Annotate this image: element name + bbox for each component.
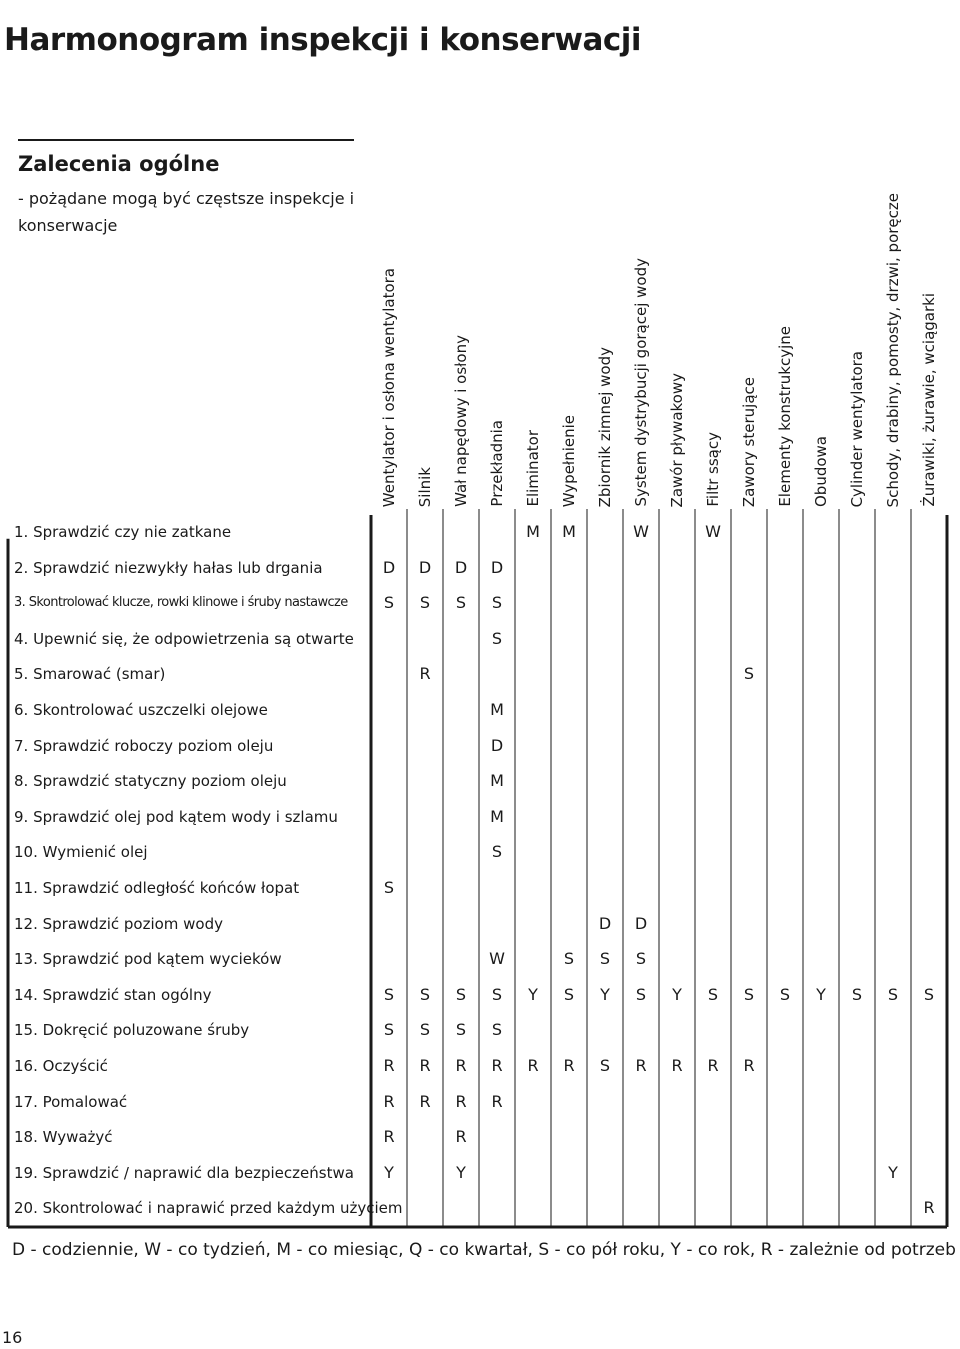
column-header: Wypełnienie: [560, 414, 578, 507]
task-label: 10. Wymienić olej: [14, 843, 148, 862]
column-header: Zawór pływakowy: [668, 372, 686, 507]
frequency-mark: S: [419, 593, 431, 613]
frequency-mark: S: [743, 664, 755, 684]
task-label: 15. Dokręcić poluzowane śruby: [14, 1021, 250, 1040]
frequency-mark: R: [455, 1091, 467, 1111]
task-label: 6. Skontrolować uszczelki olejowe: [14, 701, 268, 719]
column-header: Obudowa: [812, 436, 830, 507]
frequency-mark: M: [490, 806, 504, 826]
frequency-mark: R: [671, 1056, 683, 1075]
column-header: Filtr ssący: [704, 432, 722, 507]
frequency-mark: R: [455, 1127, 467, 1147]
frequency-mark: S: [383, 878, 395, 897]
frequency-mark: S: [779, 984, 791, 1004]
column-header: Wentylator i osłona wentylatora: [380, 267, 398, 507]
frequency-mark: R: [923, 1198, 935, 1218]
task-label: 12. Sprawdzić poziom wody: [14, 914, 224, 933]
frequency-mark: S: [707, 984, 719, 1004]
task-label: 3. Skontrolować klucze, rowki klinowe i śruby nastawcze: [14, 595, 348, 611]
frequency-mark: R: [419, 1091, 431, 1111]
column-header: Cylinder wentylatora: [848, 350, 866, 507]
frequency-mark: R: [707, 1056, 719, 1075]
frequency-mark: R: [383, 1056, 395, 1075]
task-label: 20. Skontrolować i naprawić przed każdym użyciem: [14, 1199, 403, 1218]
column-header: Zbiornik zimnej wody: [596, 346, 614, 507]
frequency-mark: D: [490, 557, 504, 577]
frequency-mark: R: [743, 1056, 755, 1075]
column-header: Silnik: [416, 466, 434, 507]
frequency-mark: R: [419, 664, 431, 684]
frequency-mark: S: [419, 984, 431, 1004]
frequency-mark: S: [491, 1020, 503, 1040]
frequency-mark: S: [419, 1020, 431, 1040]
frequency-mark: D: [490, 735, 504, 755]
task-label: 11. Sprawdzić odległość końców łopat: [14, 879, 300, 897]
frequency-mark: Y: [528, 984, 538, 1004]
frequency-mark: M: [490, 700, 504, 719]
frequency-mark: M: [562, 522, 576, 541]
frequency-mark: R: [383, 1091, 395, 1111]
column-header: Eliminator: [524, 430, 542, 507]
frequency-mark: R: [563, 1056, 575, 1075]
column-header: Wał napędowy i osłony: [452, 335, 470, 507]
task-label: 17. Pomalować: [14, 1092, 128, 1111]
frequency-legend: D - codziennie, W - co tydzień, M - co miesiąc, Q - co kwartał, S - co pół roku, Y - co rok, R - zależnie od potrzeb: [12, 1240, 956, 1260]
frequency-mark: R: [383, 1127, 395, 1147]
frequency-mark: Y: [816, 984, 826, 1004]
frequency-mark: Y: [888, 1162, 898, 1182]
column-header: System dystrybucji gorącej wody: [632, 258, 650, 507]
frequency-mark: D: [382, 557, 396, 577]
frequency-mark: D: [418, 557, 432, 577]
frequency-mark: S: [635, 949, 647, 969]
frequency-mark: W: [489, 949, 505, 969]
frequency-mark: S: [599, 1056, 611, 1075]
frequency-mark: S: [491, 628, 503, 648]
frequency-mark: R: [455, 1056, 467, 1075]
task-label: 13. Sprawdzić pod kątem wycieków: [14, 950, 282, 969]
frequency-mark: S: [491, 593, 503, 613]
frequency-mark: Y: [672, 984, 682, 1004]
frequency-mark: S: [383, 1020, 395, 1040]
frequency-mark: S: [491, 984, 503, 1004]
frequency-mark: R: [419, 1056, 431, 1075]
task-label: 14. Sprawdzić stan ogólny: [14, 985, 212, 1004]
column-header: Elementy konstrukcyjne: [776, 326, 794, 507]
section-divider: [18, 139, 354, 141]
frequency-mark: S: [887, 984, 899, 1004]
frequency-mark: Y: [456, 1162, 466, 1182]
frequency-mark: S: [563, 949, 575, 969]
frequency-mark: W: [705, 522, 721, 541]
task-label: 8. Sprawdzić statyczny poziom oleju: [14, 772, 287, 791]
column-header: Zawory sterujące: [740, 376, 758, 507]
frequency-mark: R: [491, 1091, 503, 1111]
frequency-mark: S: [455, 984, 467, 1004]
frequency-mark: R: [635, 1056, 647, 1075]
general-recommendations-note: - pożądane mogą być częstsze inspekcje i konserwacje: [18, 189, 355, 235]
column-header: Schody, drabiny, pomosty, drzwi, poręcze: [884, 192, 902, 507]
frequency-mark: M: [490, 771, 504, 791]
column-header: Przekładnia: [488, 420, 506, 507]
frequency-mark: D: [454, 557, 468, 577]
frequency-mark: S: [923, 984, 935, 1004]
task-label: 4. Upewnić się, że odpowietrzenia są otwarte: [14, 629, 354, 648]
frequency-mark: R: [491, 1056, 503, 1075]
task-label: 18. Wyważyć: [14, 1128, 113, 1147]
frequency-mark: S: [851, 984, 863, 1004]
frequency-mark: D: [634, 913, 648, 933]
frequency-mark: Y: [600, 984, 610, 1004]
frequency-mark: S: [563, 984, 575, 1004]
frequency-mark: S: [455, 593, 467, 613]
task-label: 9. Sprawdzić olej pod kątem wody i szlamu: [14, 807, 338, 826]
task-label: 16. Oczyścić: [14, 1057, 108, 1075]
task-label: 5. Smarować (smar): [14, 665, 166, 684]
frequency-mark: S: [491, 842, 503, 862]
frequency-mark: S: [455, 1020, 467, 1040]
task-label: 1. Sprawdzić czy nie zatkane: [14, 523, 232, 541]
column-header: Żurawiki, żurawie, wciągarki: [920, 293, 938, 507]
frequency-mark: Y: [384, 1162, 394, 1182]
frequency-mark: S: [635, 984, 647, 1004]
frequency-mark: D: [598, 913, 612, 933]
task-label: 7. Sprawdzić roboczy poziom oleju: [14, 736, 274, 755]
page-number: 16: [2, 1328, 23, 1347]
frequency-mark: M: [526, 522, 540, 541]
frequency-mark: S: [743, 984, 755, 1004]
frequency-mark: S: [599, 949, 611, 969]
frequency-mark: S: [383, 984, 395, 1004]
task-label: 19. Sprawdzić / naprawić dla bezpieczeństwa: [14, 1163, 354, 1182]
frequency-mark: W: [633, 522, 649, 541]
page-title: Harmonogram inspekcji i konserwacji: [4, 22, 642, 58]
frequency-mark: R: [527, 1056, 539, 1075]
frequency-mark: S: [383, 593, 395, 613]
task-label: 2. Sprawdzić niezwykły hałas lub drgania: [14, 558, 323, 577]
general-recommendations-heading: Zalecenia ogólne: [18, 152, 220, 176]
